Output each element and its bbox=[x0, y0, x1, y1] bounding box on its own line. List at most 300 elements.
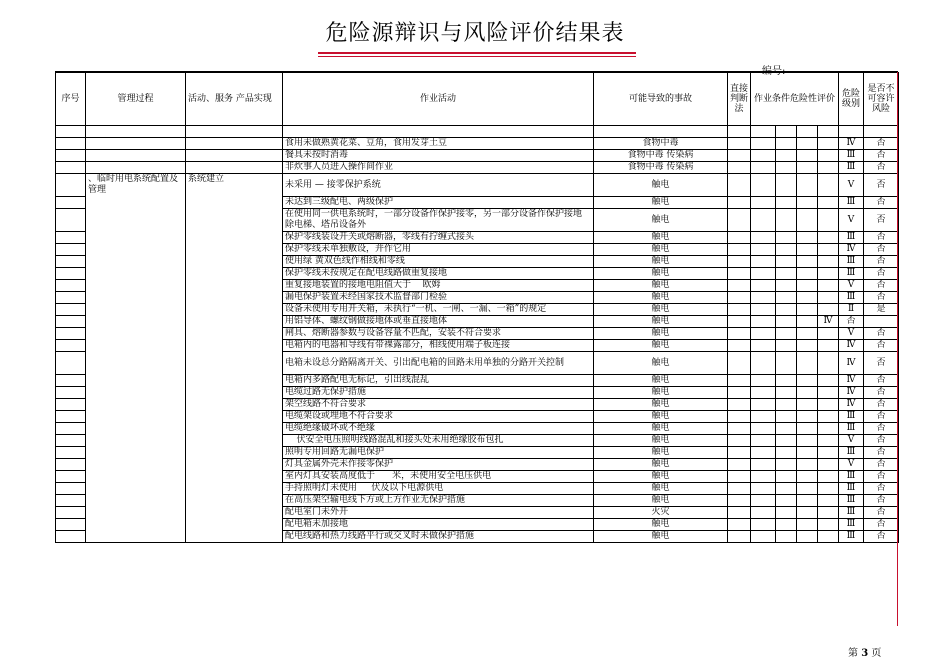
cell-eval-d bbox=[818, 162, 839, 174]
cell-eval-e bbox=[776, 507, 797, 519]
cell-seq bbox=[56, 244, 86, 256]
cell-seq bbox=[56, 138, 86, 150]
cell-intolerable: 否 bbox=[864, 174, 899, 197]
cell-eval-e bbox=[776, 399, 797, 411]
cell-direct-judgment bbox=[728, 471, 751, 483]
cell-accident: 触电 bbox=[594, 232, 728, 244]
cell-eval-d bbox=[818, 387, 839, 399]
cell-eval-d: Ⅳ bbox=[818, 316, 839, 328]
cell-operation: 重复接地装置的接地电阻值大于 欧姆 bbox=[283, 280, 594, 292]
cell-eval-d bbox=[818, 447, 839, 459]
cell-intolerable: 否 bbox=[864, 352, 899, 375]
cell-accident: 触电 bbox=[594, 447, 728, 459]
cell-eval-e bbox=[776, 268, 797, 280]
cell-intolerable: 否 bbox=[864, 471, 899, 483]
table-body bbox=[56, 126, 899, 543]
cell-eval-c bbox=[797, 495, 818, 507]
cell-accident: 食物中毒 bbox=[594, 138, 728, 150]
cell-direct-judgment bbox=[728, 387, 751, 399]
cell-eval-d bbox=[818, 507, 839, 519]
cell-eval-c bbox=[797, 352, 818, 375]
cell-eval-d bbox=[818, 411, 839, 423]
cell-accident: 触电 bbox=[594, 387, 728, 399]
cell-risk-level: Ⅲ bbox=[839, 268, 864, 280]
cell-seq bbox=[56, 519, 86, 531]
cell-eval-l bbox=[751, 268, 776, 280]
cell-accident: 触电 bbox=[594, 174, 728, 197]
table-row bbox=[56, 150, 899, 162]
cell-accident: 触电 bbox=[594, 411, 728, 423]
cell-eval-e bbox=[776, 375, 797, 387]
cell-seq bbox=[56, 435, 86, 447]
cell-accident: 触电 bbox=[594, 423, 728, 435]
cell-eval-c bbox=[797, 447, 818, 459]
cell-intolerable: 否 bbox=[864, 197, 899, 209]
cell-accident: 火灾 bbox=[594, 507, 728, 519]
cell-eval-c bbox=[797, 162, 818, 174]
cell-eval-e bbox=[776, 495, 797, 507]
header-activity-service: 活动、服务 产品实现 bbox=[186, 73, 283, 126]
cell-intolerable: 否 bbox=[864, 507, 899, 519]
cell-eval-l bbox=[751, 495, 776, 507]
cell-eval-c bbox=[797, 459, 818, 471]
cell-eval-e bbox=[776, 138, 797, 150]
cell-intolerable: 否 bbox=[864, 150, 899, 162]
cell-eval-e bbox=[776, 304, 797, 316]
cell-intolerable: 否 bbox=[864, 340, 899, 352]
cell-eval-d bbox=[818, 138, 839, 150]
cell-eval-e bbox=[776, 483, 797, 495]
cell-eval-e bbox=[776, 447, 797, 459]
cell-accident: 食物中毒 传染病 bbox=[594, 150, 728, 162]
cell-operation: 保护零线未按规定在配电线路做重复接地 bbox=[283, 268, 594, 280]
cell-risk-level: Ⅲ bbox=[839, 423, 864, 435]
header-accident: 可能导致的事故 bbox=[594, 73, 728, 126]
cell-eval-l bbox=[751, 352, 776, 375]
cell-intolerable: 否 bbox=[864, 495, 899, 507]
cell-operation: 架空线路不符合要求 bbox=[283, 399, 594, 411]
cell-risk-level: Ⅱ bbox=[839, 304, 864, 316]
cell-eval-d bbox=[818, 399, 839, 411]
cell-intolerable: 否 bbox=[864, 292, 899, 304]
cell-seq bbox=[56, 280, 86, 292]
cell-operation: 电缆绝缘破坏或不绝缘 bbox=[283, 423, 594, 435]
cell-eval-c bbox=[797, 387, 818, 399]
cell-direct-judgment bbox=[728, 399, 751, 411]
cell-intolerable: 否 bbox=[864, 244, 899, 256]
cell-eval-e bbox=[776, 340, 797, 352]
cell-operation: 保护零线未单独敷设，并作它用 bbox=[283, 244, 594, 256]
cell-eval-c bbox=[797, 519, 818, 531]
cell-seq bbox=[56, 256, 86, 268]
cell-eval-e bbox=[776, 292, 797, 304]
cell-eval-l bbox=[751, 138, 776, 150]
cell-eval-l bbox=[751, 304, 776, 316]
cell-eval-e bbox=[776, 232, 797, 244]
cell-eval-d bbox=[818, 340, 839, 352]
cell-eval-l bbox=[751, 244, 776, 256]
cell-risk-level: Ⅲ bbox=[839, 162, 864, 174]
cell-risk-level: Ⅲ bbox=[839, 447, 864, 459]
cell-direct-judgment bbox=[728, 411, 751, 423]
cell-direct-judgment bbox=[728, 375, 751, 387]
cell-direct-judgment bbox=[728, 340, 751, 352]
cell-eval-l bbox=[751, 126, 776, 138]
cell-intolerable: 否 bbox=[864, 256, 899, 268]
cell-intolerable: 否 bbox=[864, 459, 899, 471]
cell-accident: 触电 bbox=[594, 340, 728, 352]
cell-intolerable bbox=[864, 316, 899, 328]
cell-risk-level: 否 bbox=[839, 316, 864, 328]
cell-operation: 电箱内的电器和导线有带裸露部分，相线使用端子板连接 bbox=[283, 340, 594, 352]
cell-risk-level: Ⅳ bbox=[839, 138, 864, 150]
cell-eval-d bbox=[818, 126, 839, 138]
cell-operation: 室内灯具安装高度低于 米，未使用安全电压供电 bbox=[283, 471, 594, 483]
cell-eval-c bbox=[797, 197, 818, 209]
cell-eval-l bbox=[751, 423, 776, 435]
cell-accident: 触电 bbox=[594, 519, 728, 531]
cell-risk-level: Ⅴ bbox=[839, 328, 864, 340]
cell-risk-level: Ⅴ bbox=[839, 280, 864, 292]
cell-operation: 电箱未设总分路隔离开关、引出配电箱的回路未用单独的分路开关控制 bbox=[283, 352, 594, 375]
cell-intolerable: 否 bbox=[864, 447, 899, 459]
cell-seq bbox=[56, 507, 86, 519]
cell-risk-level: Ⅴ bbox=[839, 209, 864, 232]
cell-process bbox=[86, 126, 186, 138]
cell-eval-c bbox=[797, 174, 818, 197]
cell-operation: 使用绿 黄双色线作相线和零线 bbox=[283, 256, 594, 268]
cell-eval-c bbox=[797, 435, 818, 447]
cell-intolerable: 否 bbox=[864, 268, 899, 280]
cell-direct-judgment bbox=[728, 256, 751, 268]
cell-operation: 漏电保护装置未经国家技术监督部门检验 bbox=[283, 292, 594, 304]
cell-eval-d bbox=[818, 256, 839, 268]
cell-intolerable: 否 bbox=[864, 375, 899, 387]
cell-eval-l bbox=[751, 531, 776, 543]
cell-eval-c bbox=[797, 304, 818, 316]
cell-eval-d bbox=[818, 150, 839, 162]
cell-direct-judgment bbox=[728, 352, 751, 375]
cell-eval-l bbox=[751, 519, 776, 531]
cell-eval-d bbox=[818, 268, 839, 280]
cell-eval-l bbox=[751, 375, 776, 387]
cell-eval-l bbox=[751, 256, 776, 268]
cell-direct-judgment bbox=[728, 162, 751, 174]
cell-accident bbox=[594, 126, 728, 138]
cell-direct-judgment bbox=[728, 495, 751, 507]
cell-process bbox=[86, 162, 186, 174]
cell-operation: 手持照明灯未使用 伏及以下电源供电 bbox=[283, 483, 594, 495]
cell-risk-level: Ⅲ bbox=[839, 256, 864, 268]
cell-seq bbox=[56, 150, 86, 162]
header-seq: 序号 bbox=[56, 73, 86, 126]
cell-eval-l bbox=[751, 387, 776, 399]
cell-seq bbox=[56, 292, 86, 304]
cell-seq bbox=[56, 197, 86, 209]
cell-eval-d bbox=[818, 435, 839, 447]
cell-eval-d bbox=[818, 244, 839, 256]
cell-operation: 设备未使用专用开关箱，未执行“一机、一闸、一漏、一箱”的规定 bbox=[283, 304, 594, 316]
cell-seq bbox=[56, 411, 86, 423]
cell-activity-service: 系统建立 bbox=[186, 174, 283, 543]
cell-eval-l bbox=[751, 162, 776, 174]
cell-eval-c bbox=[797, 244, 818, 256]
cell-seq bbox=[56, 483, 86, 495]
cell-risk-level: Ⅲ bbox=[839, 531, 864, 543]
footer-suffix: 页 bbox=[871, 648, 882, 659]
cell-seq bbox=[56, 423, 86, 435]
cell-direct-judgment bbox=[728, 531, 751, 543]
cell-accident: 触电 bbox=[594, 268, 728, 280]
cell-operation bbox=[283, 126, 594, 138]
cell-eval-e bbox=[776, 280, 797, 292]
cell-risk-level: Ⅴ bbox=[839, 435, 864, 447]
cell-eval-c bbox=[797, 507, 818, 519]
cell-direct-judgment bbox=[728, 423, 751, 435]
cell-eval-e bbox=[776, 256, 797, 268]
cell-seq bbox=[56, 304, 86, 316]
cell-eval-l bbox=[751, 316, 776, 328]
cell-eval-d bbox=[818, 232, 839, 244]
cell-seq bbox=[56, 375, 86, 387]
cell-accident: 触电 bbox=[594, 292, 728, 304]
cell-operation: 保护零线装设开关或熔断器，零线有拧缠式接头 bbox=[283, 232, 594, 244]
cell-operation: 用铝导体、螺纹钢做接地体或垂直接地体 bbox=[283, 316, 594, 328]
cell-intolerable: 否 bbox=[864, 387, 899, 399]
cell-eval-e bbox=[776, 150, 797, 162]
cell-eval-e bbox=[776, 316, 797, 328]
cell-accident: 触电 bbox=[594, 483, 728, 495]
cell-eval-l bbox=[751, 174, 776, 197]
cell-eval-d bbox=[818, 423, 839, 435]
cell-risk-level: Ⅲ bbox=[839, 411, 864, 423]
cell-accident: 触电 bbox=[594, 304, 728, 316]
cell-process bbox=[86, 138, 186, 150]
cell-intolerable: 否 bbox=[864, 280, 899, 292]
cell-intolerable: 否 bbox=[864, 328, 899, 340]
page-title: 危险源辩识与风险评价结果表 bbox=[325, 21, 625, 46]
cell-operation: 在高压架空输电线下方或上方作业无保护措施 bbox=[283, 495, 594, 507]
table-right-edge bbox=[897, 72, 898, 626]
cell-accident: 触电 bbox=[594, 375, 728, 387]
page-number: 3 bbox=[861, 648, 869, 659]
cell-eval-l bbox=[751, 232, 776, 244]
cell-risk-level: Ⅴ bbox=[839, 459, 864, 471]
cell-operation: 闸具、熔断器参数与设备容量不匹配，安装不符合要求 bbox=[283, 328, 594, 340]
cell-intolerable: 否 bbox=[864, 209, 899, 232]
cell-eval-c bbox=[797, 471, 818, 483]
cell-operation: 电箱内多路配电无标记，引出线混乱 bbox=[283, 375, 594, 387]
cell-intolerable: 是 bbox=[864, 304, 899, 316]
cell-accident: 食物中毒 传染病 bbox=[594, 162, 728, 174]
cell-eval-c bbox=[797, 375, 818, 387]
cell-direct-judgment bbox=[728, 174, 751, 197]
cell-eval-d bbox=[818, 531, 839, 543]
cell-risk-level: Ⅳ bbox=[839, 387, 864, 399]
cell-risk-level: Ⅲ bbox=[839, 292, 864, 304]
cell-intolerable: 否 bbox=[864, 519, 899, 531]
cell-eval-e bbox=[776, 531, 797, 543]
cell-eval-c bbox=[797, 316, 818, 328]
title-underline bbox=[318, 52, 636, 54]
cell-accident: 触电 bbox=[594, 197, 728, 209]
cell-operation: 灯具金属外壳未作接零保护 bbox=[283, 459, 594, 471]
cell-eval-c bbox=[797, 138, 818, 150]
cell-risk-level: Ⅲ bbox=[839, 197, 864, 209]
cell-direct-judgment bbox=[728, 316, 751, 328]
cell-intolerable: 否 bbox=[864, 138, 899, 150]
cell-operation: 配电线路和热力线路平行或交叉时未做保护措施 bbox=[283, 531, 594, 543]
cell-eval-d bbox=[818, 459, 839, 471]
cell-seq bbox=[56, 316, 86, 328]
cell-accident: 触电 bbox=[594, 280, 728, 292]
cell-eval-e bbox=[776, 435, 797, 447]
cell-intolerable: 否 bbox=[864, 232, 899, 244]
cell-seq bbox=[56, 447, 86, 459]
cell-eval-l bbox=[751, 197, 776, 209]
cell-seq bbox=[56, 531, 86, 543]
cell-risk-level: Ⅲ bbox=[839, 232, 864, 244]
cell-risk-level: Ⅳ bbox=[839, 399, 864, 411]
cell-risk-level: Ⅲ bbox=[839, 471, 864, 483]
cell-direct-judgment bbox=[728, 292, 751, 304]
cell-eval-e bbox=[776, 126, 797, 138]
cell-eval-c bbox=[797, 423, 818, 435]
cell-eval-c bbox=[797, 399, 818, 411]
cell-direct-judgment bbox=[728, 232, 751, 244]
cell-risk-level: Ⅳ bbox=[839, 352, 864, 375]
cell-risk-level: Ⅴ bbox=[839, 174, 864, 197]
cell-seq bbox=[56, 209, 86, 232]
cell-operation: 非炊事人员进入操作间作业 bbox=[283, 162, 594, 174]
cell-eval-d bbox=[818, 352, 839, 375]
table-row bbox=[56, 174, 899, 197]
cell-activity-service bbox=[186, 138, 283, 150]
cell-operation: 在使用同一供电系统时，一部分设备作保护接零，另一部分设备作保护接地 除电梯、塔吊设备外 bbox=[283, 209, 594, 232]
table-header bbox=[56, 73, 899, 126]
cell-eval-c bbox=[797, 328, 818, 340]
cell-direct-judgment bbox=[728, 507, 751, 519]
cell-operation: 配电室门未外开 bbox=[283, 507, 594, 519]
cell-seq bbox=[56, 352, 86, 375]
cell-eval-l bbox=[751, 411, 776, 423]
cell-direct-judgment bbox=[728, 435, 751, 447]
cell-eval-d bbox=[818, 495, 839, 507]
cell-risk-level: Ⅳ bbox=[839, 244, 864, 256]
cell-direct-judgment bbox=[728, 209, 751, 232]
cell-operation: 伏安全电压照明线路混乱和接头处未用绝缘胶布包扎 bbox=[283, 435, 594, 447]
cell-seq bbox=[56, 232, 86, 244]
cell-accident: 触电 bbox=[594, 328, 728, 340]
header-process: 管理过程 bbox=[86, 73, 186, 126]
cell-eval-c bbox=[797, 483, 818, 495]
cell-direct-judgment bbox=[728, 519, 751, 531]
cell-risk-level bbox=[839, 126, 864, 138]
cell-direct-judgment bbox=[728, 304, 751, 316]
cell-eval-d bbox=[818, 471, 839, 483]
header-intolerable-risk: 是否不可容许风险 bbox=[864, 73, 899, 126]
table-row bbox=[56, 162, 899, 174]
cell-eval-d bbox=[818, 292, 839, 304]
cell-accident: 触电 bbox=[594, 316, 728, 328]
cell-eval-d bbox=[818, 174, 839, 197]
cell-direct-judgment bbox=[728, 483, 751, 495]
cell-eval-l bbox=[751, 447, 776, 459]
cell-eval-e bbox=[776, 244, 797, 256]
cell-risk-level: Ⅲ bbox=[839, 519, 864, 531]
cell-eval-c bbox=[797, 340, 818, 352]
cell-activity-service bbox=[186, 162, 283, 174]
cell-eval-c bbox=[797, 209, 818, 232]
cell-direct-judgment bbox=[728, 244, 751, 256]
title-underline-thin bbox=[318, 56, 636, 57]
cell-operation: 配电箱未加接地 bbox=[283, 519, 594, 531]
cell-eval-c bbox=[797, 411, 818, 423]
cell-seq bbox=[56, 459, 86, 471]
cell-intolerable bbox=[864, 126, 899, 138]
cell-eval-c bbox=[797, 292, 818, 304]
cell-eval-l bbox=[751, 507, 776, 519]
cell-eval-e bbox=[776, 352, 797, 375]
cell-seq bbox=[56, 471, 86, 483]
cell-eval-d bbox=[818, 483, 839, 495]
cell-eval-l bbox=[751, 483, 776, 495]
cell-operation: 照明专用回路无漏电保护 bbox=[283, 447, 594, 459]
cell-seq bbox=[56, 126, 86, 138]
table-row bbox=[56, 138, 899, 150]
header-direct-judgment: 直接判断法 bbox=[728, 73, 751, 126]
cell-intolerable: 否 bbox=[864, 531, 899, 543]
cell-eval-e bbox=[776, 387, 797, 399]
cell-accident: 触电 bbox=[594, 399, 728, 411]
cell-risk-level: Ⅲ bbox=[839, 507, 864, 519]
cell-eval-l bbox=[751, 459, 776, 471]
cell-eval-l bbox=[751, 435, 776, 447]
risk-evaluation-table bbox=[55, 72, 899, 543]
cell-accident: 触电 bbox=[594, 531, 728, 543]
cell-operation: 未采用 — 接零保护系统 bbox=[283, 174, 594, 197]
cell-eval-d bbox=[818, 304, 839, 316]
cell-activity-service bbox=[186, 126, 283, 138]
cell-eval-l bbox=[751, 292, 776, 304]
cell-direct-judgment bbox=[728, 447, 751, 459]
cell-activity-service bbox=[186, 150, 283, 162]
cell-seq bbox=[56, 174, 86, 197]
cell-intolerable: 否 bbox=[864, 435, 899, 447]
cell-process: 、临时用电系统配置及管理 bbox=[86, 174, 186, 543]
cell-accident: 触电 bbox=[594, 256, 728, 268]
cell-eval-c bbox=[797, 256, 818, 268]
cell-eval-e bbox=[776, 459, 797, 471]
header-operation: 作业活动 bbox=[283, 73, 594, 126]
cell-eval-d bbox=[818, 519, 839, 531]
cell-direct-judgment bbox=[728, 268, 751, 280]
header-risk-level: 危险级别 bbox=[839, 73, 864, 126]
table-row bbox=[56, 126, 899, 138]
cell-direct-judgment bbox=[728, 126, 751, 138]
cell-direct-judgment bbox=[728, 197, 751, 209]
cell-intolerable: 否 bbox=[864, 411, 899, 423]
cell-accident: 触电 bbox=[594, 435, 728, 447]
page-footer bbox=[848, 644, 881, 659]
cell-eval-c bbox=[797, 531, 818, 543]
cell-seq bbox=[56, 387, 86, 399]
cell-operation: 电缆架设或埋地不符合要求 bbox=[283, 411, 594, 423]
cell-direct-judgment bbox=[728, 138, 751, 150]
cell-direct-judgment bbox=[728, 280, 751, 292]
cell-eval-l bbox=[751, 150, 776, 162]
cell-eval-c bbox=[797, 268, 818, 280]
